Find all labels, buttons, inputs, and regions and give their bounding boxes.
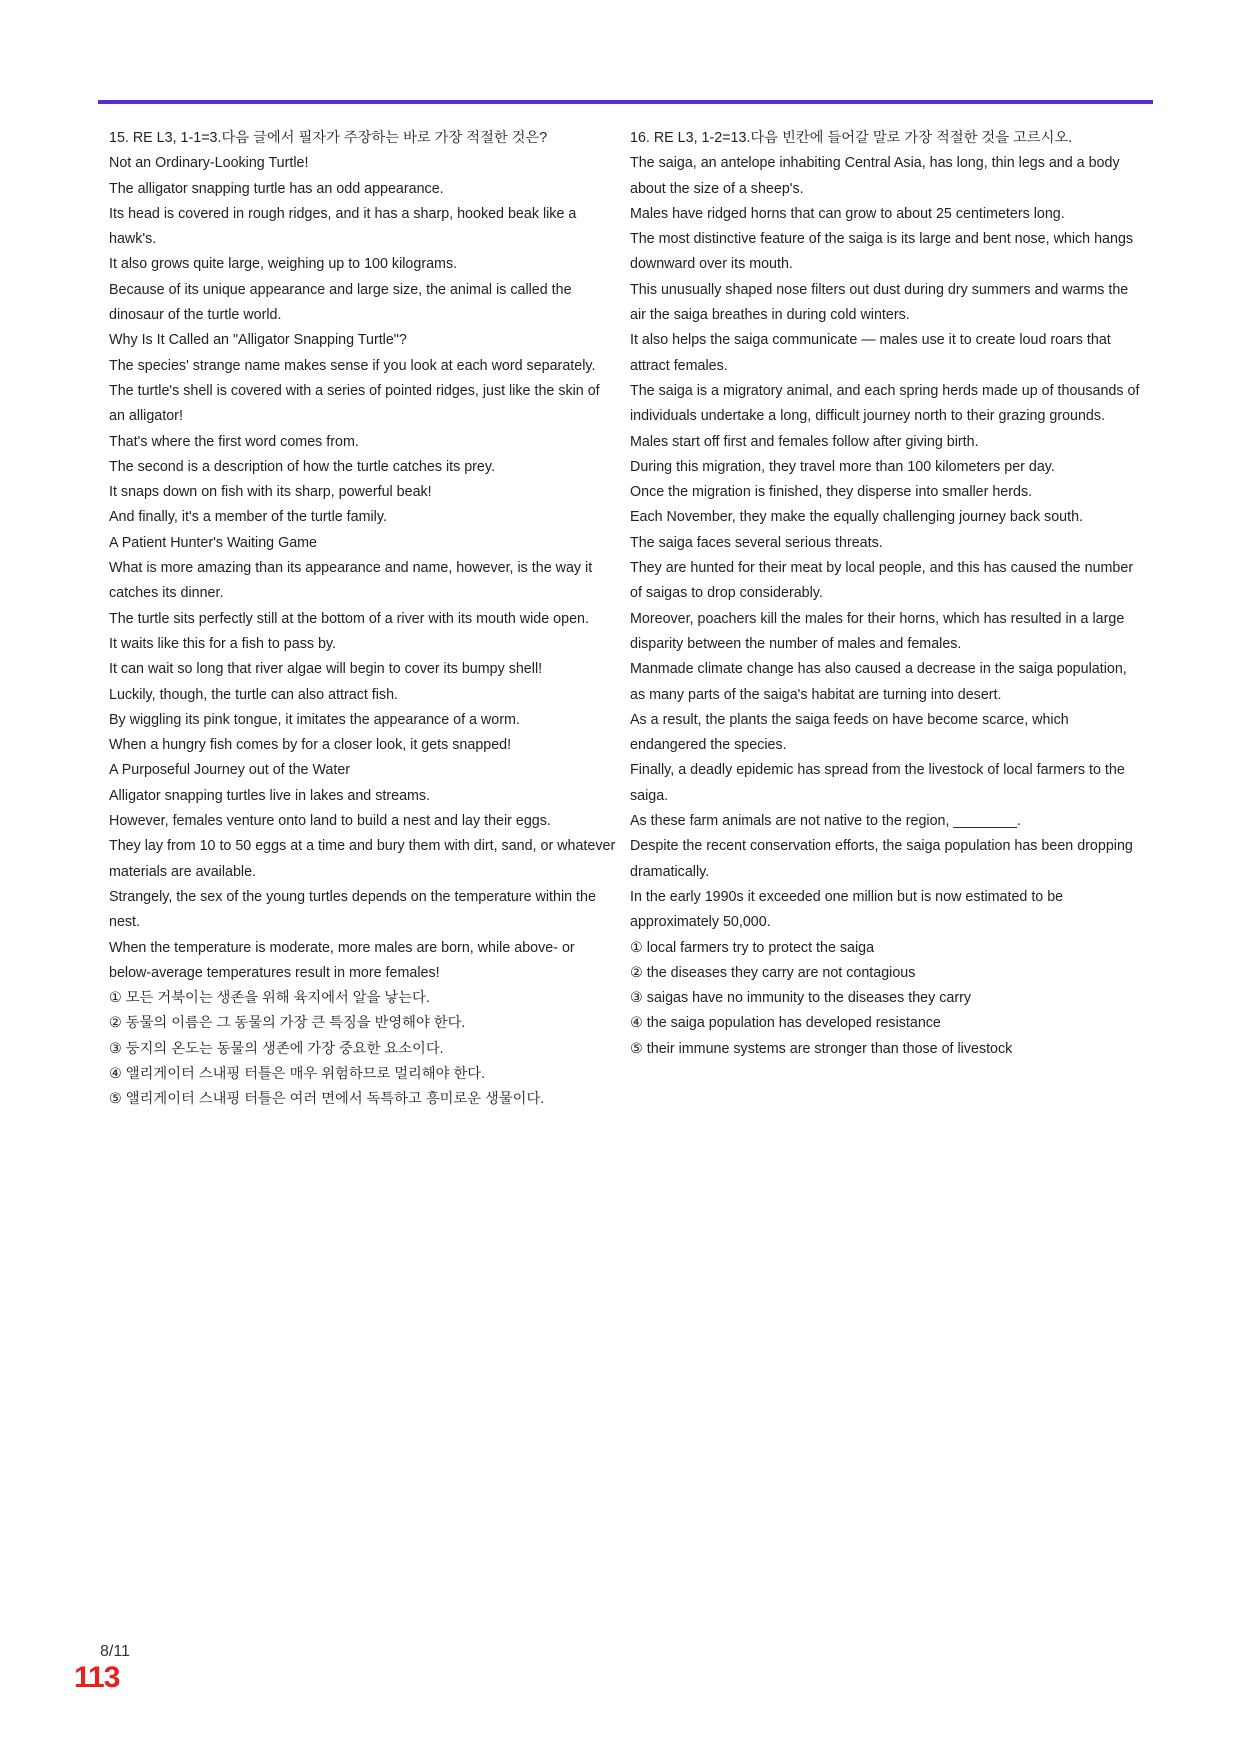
question-16-prompt: 16. RE L3, 1-2=13.다음 빈칸에 들어갈 말로 가장 적절한 것을 고르시오.	[630, 130, 1073, 146]
passage-sentence: Alligator snapping turtles live in lakes and streams.	[109, 787, 431, 804]
passage-sentence: Its head is covered in rough ridges, and it has a sharp, hooked beak like a hawk's.	[109, 205, 577, 248]
passage-sentence: And finally, it's a member of the turtle family.	[109, 509, 387, 526]
passage-sentence: By wiggling its pink tongue, it imitates the appearance of a worm.	[109, 711, 520, 728]
passage-sentence: Males start off first and females follow after giving birth.	[630, 433, 979, 450]
passage-sentence: It snaps down on fish with its sharp, powerful beak!	[109, 484, 432, 501]
passage-sentence: The turtle's shell is covered with a series of pointed ridges, just like the skin of an alligator!	[109, 382, 600, 425]
passage-heading: A Purposeful Journey out of the Water	[109, 762, 351, 779]
passage-sentence: During this migration, they travel more than 100 kilometers per day.	[630, 458, 1055, 475]
passage-sentence: They are hunted for their meat by local people, and this has caused the number of saigas to drop considerably.	[630, 560, 1134, 602]
answer-choice-4[interactable]: ④ 앨리게이터 스내핑 터틀은 매우 위험하므로 멀리해야 한다.	[109, 1065, 486, 1082]
question-16-column	[630, 126, 1140, 1062]
answer-choice-3[interactable]: ③ saigas have no immunity to the diseases they carry	[630, 990, 972, 1007]
passage-sentence: It waits like this for a fish to pass by.	[109, 635, 336, 652]
passage-sentence: When the temperature is moderate, more males are born, while above- or below-average temperatures result in more females!	[109, 939, 575, 981]
page-number: 113	[74, 1661, 120, 1694]
passage-sentence: In the early 1990s it exceeded one million but is now estimated to be approximately 50,000.	[630, 888, 1064, 931]
passage-sentence: It can wait so long that river algae will begin to cover its bumpy shell!	[109, 661, 543, 678]
page-count: 8/11	[100, 1643, 130, 1660]
passage-sentence: However, females venture onto land to build a nest and lay their eggs.	[109, 813, 551, 830]
question-15-prompt: 15. RE L3, 1-1=3.다음 글에서 필자가 주장하는 바로 가장 적절한 것은?	[109, 130, 548, 146]
passage-heading: Why Is It Called an "Alligator Snapping Turtle"?	[109, 332, 407, 349]
blank-sentence: As these farm animals are not native to the region, ________.	[630, 813, 1022, 830]
passage-sentence: The saiga, an antelope inhabiting Central Asia, has long, thin legs and a body about the size of a sheep's.	[630, 155, 1120, 197]
passage-sentence: As a result, the plants the saiga feeds on have become scarce, which endangered the species.	[630, 711, 1069, 754]
answer-choice-4[interactable]: ④ the saiga population has developed resistance	[630, 1015, 941, 1032]
passage-sentence: Males have ridged horns that can grow to about 25 centimeters long.	[630, 205, 1065, 222]
passage-sentence: Finally, a deadly epidemic has spread from the livestock of local farmers to the saiga.	[630, 762, 1125, 804]
answer-choice-1[interactable]: ① local farmers try to protect the saiga	[630, 939, 875, 956]
passage-sentence: Each November, they make the equally challenging journey back south.	[630, 509, 1084, 526]
passage-sentence: Moreover, poachers kill the males for their horns, which has resulted in a large disparity between the number of males and females.	[630, 610, 1125, 652]
passage-heading: Not an Ordinary-Looking Turtle!	[109, 155, 309, 172]
passage-sentence: Despite the recent conservation efforts, the saiga population has been dropping dramatically.	[630, 838, 1133, 880]
answer-choice-3[interactable]: ③ 둥지의 온도는 동물의 생존에 가장 중요한 요소이다.	[109, 1040, 444, 1057]
passage-sentence: Luckily, though, the turtle can also attract fish.	[109, 686, 399, 703]
passage-sentence: The alligator snapping turtle has an odd appearance.	[109, 180, 444, 197]
passage-sentence: The second is a description of how the turtle catches its prey.	[109, 458, 495, 475]
passage-sentence: This unusually shaped nose filters out dust during dry summers and warms the air the saiga breathes in during cold winters.	[630, 281, 1129, 324]
top-rule	[98, 100, 1153, 104]
passage-sentence: Manmade climate change has also caused a decrease in the saiga population, as many parts of the saiga's habitat are turning into desert.	[630, 661, 1127, 703]
passage-sentence: The saiga is a migratory animal, and each spring herds made up of thousands of individuals undertake a long, difficult journey north to their grazing grounds.	[630, 382, 1140, 425]
passage-sentence: The species' strange name makes sense if you look at each word separately.	[109, 357, 596, 374]
answer-choice-5[interactable]: ⑤ their immune systems are stronger than those of livestock	[630, 1040, 1013, 1057]
passage-sentence: Because of its unique appearance and large size, the animal is called the dinosaur of the turtle world.	[109, 281, 572, 324]
passage-sentence: They lay from 10 to 50 eggs at a time and bury them with dirt, sand, or whatever materials are available.	[109, 838, 616, 880]
answer-choice-1[interactable]: ① 모든 거북이는 생존을 위해 육지에서 알을 낳는다.	[109, 990, 430, 1007]
answer-choice-2[interactable]: ② 동물의 이름은 그 동물의 가장 큰 특징을 반영해야 한다.	[109, 1015, 466, 1032]
answer-choice-5[interactable]: ⑤ 앨리게이터 스내핑 터틀은 여러 면에서 독특하고 흥미로운 생물이다.	[109, 1091, 545, 1108]
passage-heading: A Patient Hunter's Waiting Game	[109, 534, 318, 551]
passage-sentence: That's where the first word comes from.	[109, 433, 359, 450]
passage-sentence: It also helps the saiga communicate — males use it to create loud roars that attract females.	[630, 332, 1111, 374]
answer-choice-2[interactable]: ② the diseases they carry are not contagious	[630, 964, 916, 981]
passage-sentence: The turtle sits perfectly still at the bottom of a river with its mouth wide open.	[109, 610, 589, 627]
passage-sentence: Once the migration is finished, they disperse into smaller herds.	[630, 484, 1033, 501]
passage-sentence: What is more amazing than its appearance and name, however, is the way it catches its dinner.	[109, 560, 593, 602]
passage-sentence: The most distinctive feature of the saiga is its large and bent nose, which hangs downward over its mouth.	[630, 231, 1134, 273]
passage-sentence: When a hungry fish comes by for a closer look, it gets snapped!	[109, 737, 512, 754]
passage-sentence: It also grows quite large, weighing up to 100 kilograms.	[109, 256, 458, 273]
question-15-column	[109, 126, 619, 1113]
passage-sentence: The saiga faces several serious threats.	[630, 534, 883, 551]
passage-sentence: Strangely, the sex of the young turtles depends on the temperature within the nest.	[109, 888, 596, 931]
